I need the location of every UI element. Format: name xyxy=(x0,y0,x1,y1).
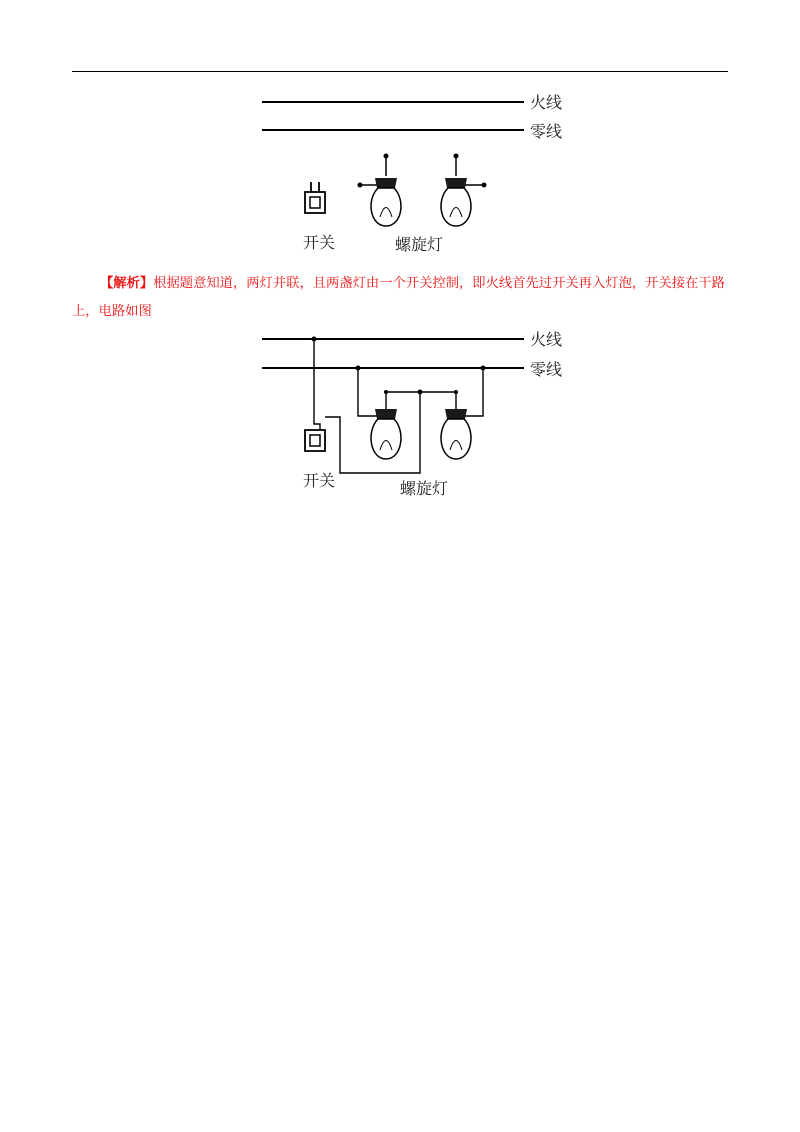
switch-icon xyxy=(305,430,325,451)
header-rule xyxy=(72,71,728,72)
question-circuit-figure xyxy=(0,80,800,260)
connection-wires xyxy=(314,339,483,473)
bulb-label: 螺旋灯 xyxy=(400,479,449,498)
bulb-icon xyxy=(441,401,471,459)
bulb-label: 螺旋灯 xyxy=(395,235,444,254)
live-wire-label: 火线 xyxy=(530,93,563,112)
live-wire-label: 火线 xyxy=(530,330,563,349)
switch-label: 开关 xyxy=(303,233,336,252)
bulb-icon xyxy=(371,401,401,459)
junction-dots xyxy=(312,337,486,395)
explanation-body: 根据题意知道，两灯并联，且两盏灯由一个开关控制，即火线首先过开关再入灯泡，开关接在干路上，电路如图 xyxy=(72,276,725,319)
bulb-icon xyxy=(441,154,486,227)
explanation-paragraph xyxy=(72,270,728,326)
neutral-wire-label: 零线 xyxy=(530,360,563,379)
neutral-wire-label: 零线 xyxy=(530,122,563,141)
answer-circuit-figure xyxy=(0,325,800,505)
switch-icon xyxy=(305,182,325,213)
bulb-icon xyxy=(358,154,401,227)
switch-label: 开关 xyxy=(303,471,336,490)
explanation-tag: 【解析】 xyxy=(100,276,154,291)
